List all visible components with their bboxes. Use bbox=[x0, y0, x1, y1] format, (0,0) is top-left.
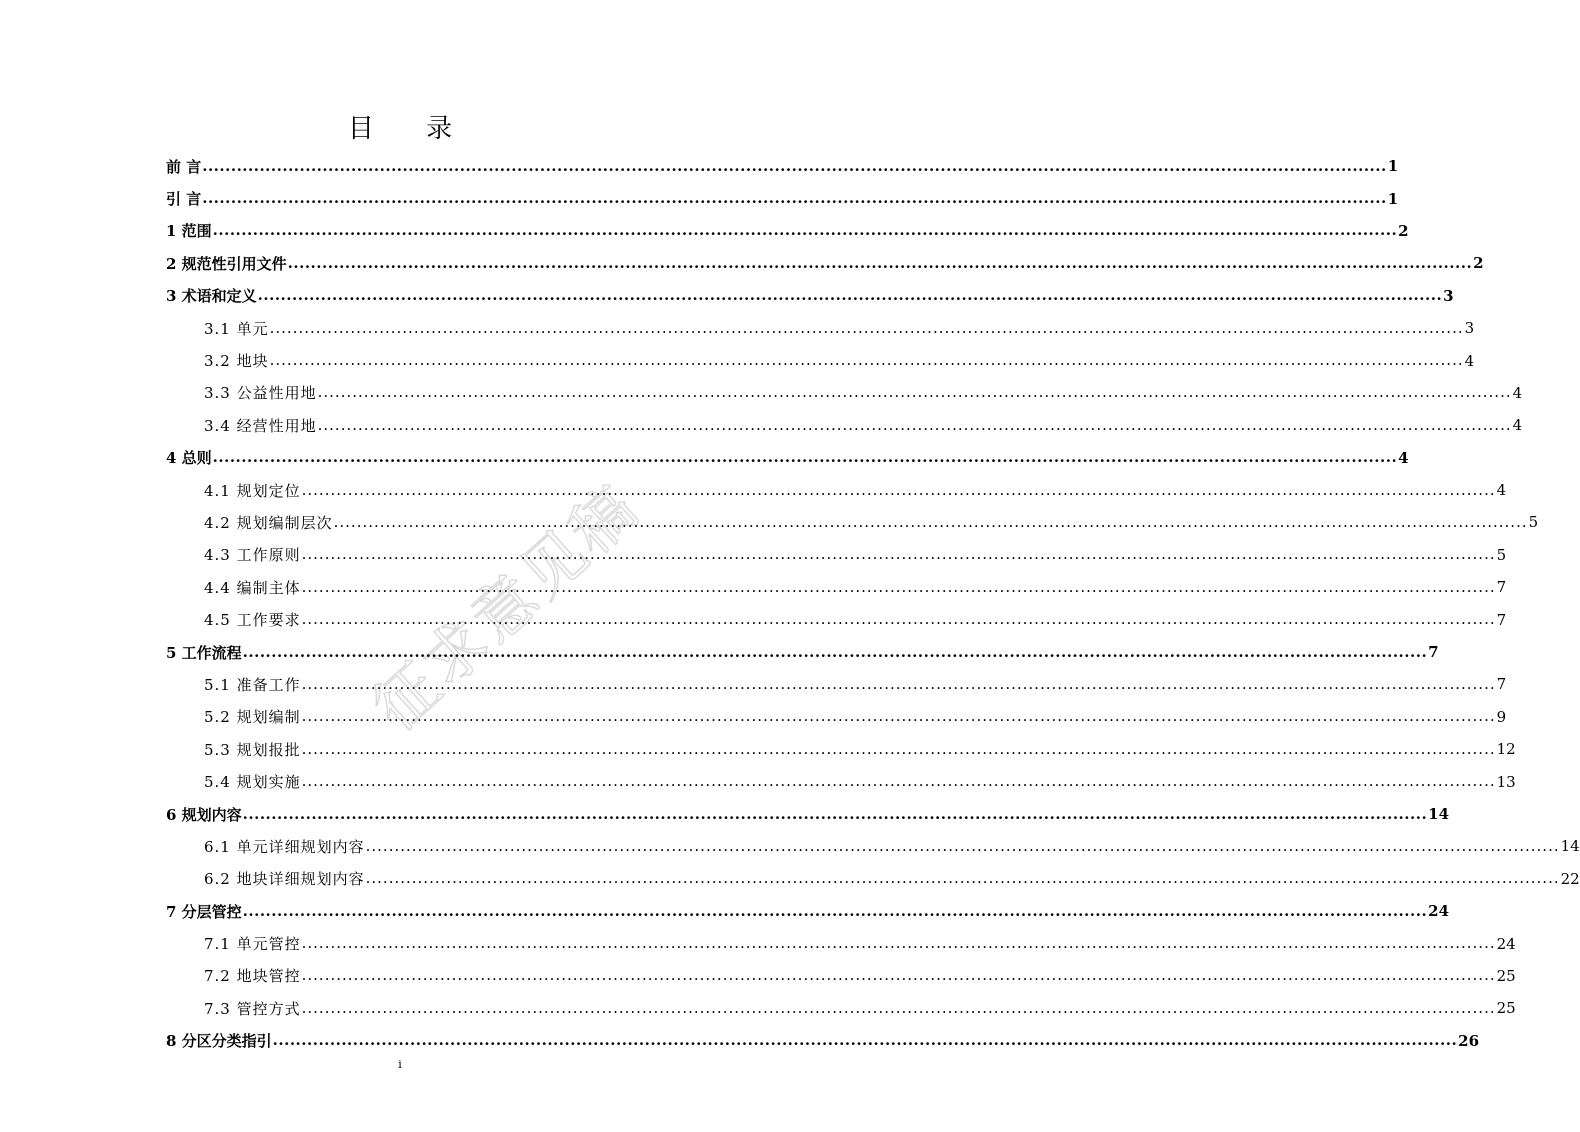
toc-entry[interactable] bbox=[166, 442, 1409, 474]
toc-entry[interactable] bbox=[166, 798, 1450, 830]
toc-entry-page: 4 bbox=[1464, 351, 1475, 370]
toc-leader-dots bbox=[302, 936, 1496, 951]
toc-leader-dots bbox=[302, 968, 1496, 983]
toc-leader-dots bbox=[202, 191, 1387, 206]
toc-leader-dots bbox=[366, 871, 1560, 886]
toc-entry-label: 7.3 管控方式 bbox=[204, 999, 301, 1018]
toc-entry[interactable] bbox=[166, 215, 1409, 247]
toc-leader-dots bbox=[243, 807, 1428, 822]
toc-entry-page: 4 bbox=[1512, 416, 1523, 435]
page-title: 目 录 bbox=[347, 114, 475, 144]
toc-entry[interactable] bbox=[166, 344, 1475, 376]
toc-leader-dots bbox=[302, 677, 1496, 692]
toc-leader-dots bbox=[270, 353, 1464, 368]
toc-entry-page: 24 bbox=[1496, 934, 1516, 953]
toc-leader-dots bbox=[302, 612, 1496, 627]
toc-entry-label: 3 术语和定义 bbox=[166, 287, 257, 306]
toc-entry-label: 引 言 bbox=[166, 190, 202, 209]
toc-entry-label: 7.2 地块管控 bbox=[204, 967, 301, 986]
toc-entry-label: 4 总则 bbox=[166, 449, 212, 468]
toc-entry[interactable] bbox=[166, 247, 1484, 279]
watermark-text: 征求意见稿 bbox=[359, 469, 654, 745]
toc-leader-dots bbox=[302, 774, 1496, 789]
toc-entry-label: 5 工作流程 bbox=[166, 643, 242, 662]
toc-entry-label: 3.1 单元 bbox=[204, 319, 269, 338]
toc-entry-page: 26 bbox=[1458, 1031, 1480, 1050]
toc-entry[interactable] bbox=[166, 830, 1580, 862]
toc-entry-page: 1 bbox=[1387, 157, 1399, 176]
toc-entry[interactable] bbox=[166, 377, 1523, 409]
toc-entry-label: 1 范围 bbox=[166, 222, 212, 241]
toc-entry-page: 4 bbox=[1512, 383, 1523, 402]
toc-entry-page: 14 bbox=[1560, 837, 1580, 856]
toc-leader-dots bbox=[302, 742, 1496, 757]
toc-entry[interactable] bbox=[166, 539, 1507, 571]
toc-entry-label: 6 规划内容 bbox=[166, 805, 242, 824]
toc-entry-label: 4.3 工作原则 bbox=[204, 546, 301, 565]
toc-entry[interactable] bbox=[166, 280, 1454, 312]
toc-leader-dots bbox=[273, 1033, 1458, 1048]
toc-entry-label: 4.1 规划定位 bbox=[204, 481, 301, 500]
toc-entry-label: 3.3 公益性用地 bbox=[204, 384, 317, 403]
toc-entry-page: 3 bbox=[1443, 286, 1454, 305]
toc-leader-dots bbox=[258, 288, 1443, 303]
toc-entry-label: 5.4 规划实施 bbox=[204, 773, 301, 792]
toc-entry-label: 6.1 单元详细规划内容 bbox=[204, 837, 365, 856]
toc-leader-dots bbox=[302, 547, 1496, 562]
toc-entry-page: 7 bbox=[1496, 675, 1507, 694]
toc-entry-page: 24 bbox=[1428, 902, 1450, 921]
toc-entry[interactable] bbox=[166, 312, 1475, 344]
toc-entry-label: 6.2 地块详细规划内容 bbox=[204, 870, 365, 889]
toc-entry-page: 4 bbox=[1496, 481, 1507, 500]
toc-entry[interactable] bbox=[166, 765, 1516, 797]
toc-entry[interactable] bbox=[166, 668, 1507, 700]
toc-entry[interactable] bbox=[166, 863, 1580, 895]
toc-entry-label: 2 规范性引用文件 bbox=[166, 254, 287, 273]
table-of-contents bbox=[166, 150, 1580, 1057]
toc-entry-page: 2 bbox=[1398, 221, 1409, 240]
toc-entry-page: 25 bbox=[1496, 966, 1516, 985]
toc-entry-label: 前 言 bbox=[166, 157, 202, 176]
toc-entry-page: 7 bbox=[1496, 610, 1507, 629]
toc-entry-label: 4.2 规划编制层次 bbox=[204, 513, 333, 532]
toc-entry-page: 12 bbox=[1496, 740, 1516, 759]
toc-entry[interactable] bbox=[166, 1025, 1480, 1057]
toc-entry-label: 4.5 工作要求 bbox=[204, 611, 301, 630]
toc-leader-dots bbox=[334, 515, 1528, 530]
toc-entry-page: 5 bbox=[1528, 513, 1539, 532]
toc-entry[interactable] bbox=[166, 960, 1516, 992]
toc-leader-dots bbox=[243, 645, 1428, 660]
toc-leader-dots bbox=[270, 321, 1464, 336]
toc-entry[interactable] bbox=[166, 571, 1507, 603]
toc-entry[interactable] bbox=[166, 409, 1523, 441]
toc-leader-dots bbox=[302, 483, 1496, 498]
toc-entry[interactable] bbox=[166, 733, 1516, 765]
toc-entry-label: 3.2 地块 bbox=[204, 352, 269, 371]
toc-entry-page: 7 bbox=[1496, 578, 1507, 597]
toc-leader-dots bbox=[243, 904, 1428, 919]
toc-entry-page: 9 bbox=[1496, 707, 1507, 726]
toc-entry[interactable] bbox=[166, 992, 1516, 1024]
toc-entry[interactable] bbox=[166, 150, 1399, 182]
toc-entry-page: 14 bbox=[1428, 805, 1450, 823]
toc-leader-dots bbox=[213, 223, 1398, 238]
toc-entry-label: 7 分层管控 bbox=[166, 902, 242, 921]
toc-leader-dots bbox=[302, 709, 1496, 724]
toc-entry-page: 7 bbox=[1428, 643, 1439, 662]
toc-entry-label: 7.1 单元管控 bbox=[204, 935, 301, 954]
toc-entry[interactable] bbox=[166, 603, 1507, 635]
toc-entry-label: 5.1 准备工作 bbox=[204, 675, 301, 694]
toc-entry-page: 2 bbox=[1473, 254, 1484, 273]
toc-entry[interactable] bbox=[166, 506, 1539, 538]
toc-entry-page: 13 bbox=[1496, 772, 1516, 791]
toc-entry[interactable] bbox=[166, 701, 1507, 733]
toc-leader-dots bbox=[213, 450, 1398, 465]
toc-entry[interactable] bbox=[166, 636, 1439, 668]
toc-entry-page: 1 bbox=[1387, 189, 1399, 208]
toc-entry-page: 22 bbox=[1560, 869, 1580, 888]
page-number: i bbox=[398, 1058, 402, 1071]
toc-leader-dots bbox=[302, 1001, 1496, 1016]
toc-entry-page: 3 bbox=[1464, 319, 1475, 338]
toc-leader-dots bbox=[318, 418, 1512, 433]
toc-entry[interactable] bbox=[166, 474, 1507, 506]
toc-entry[interactable] bbox=[166, 895, 1450, 927]
toc-entry-page: 4 bbox=[1398, 448, 1409, 467]
toc-entry-label: 4.4 编制主体 bbox=[204, 578, 301, 597]
toc-leader-dots bbox=[288, 256, 1473, 271]
toc-entry-label: 8 分区分类指引 bbox=[166, 1032, 272, 1051]
toc-leader-dots bbox=[318, 385, 1512, 400]
toc-entry-label: 5.2 规划编制 bbox=[204, 708, 301, 727]
toc-entry-page: 5 bbox=[1496, 545, 1507, 564]
toc-leader-dots bbox=[202, 159, 1387, 174]
toc-entry[interactable] bbox=[166, 927, 1516, 959]
toc-entry-page: 25 bbox=[1496, 999, 1516, 1018]
toc-entry-label: 5.3 规划报批 bbox=[204, 740, 301, 759]
toc-leader-dots bbox=[302, 580, 1496, 595]
toc-entry[interactable] bbox=[166, 182, 1399, 214]
toc-entry-label: 3.4 经营性用地 bbox=[204, 416, 317, 435]
toc-leader-dots bbox=[366, 839, 1560, 854]
